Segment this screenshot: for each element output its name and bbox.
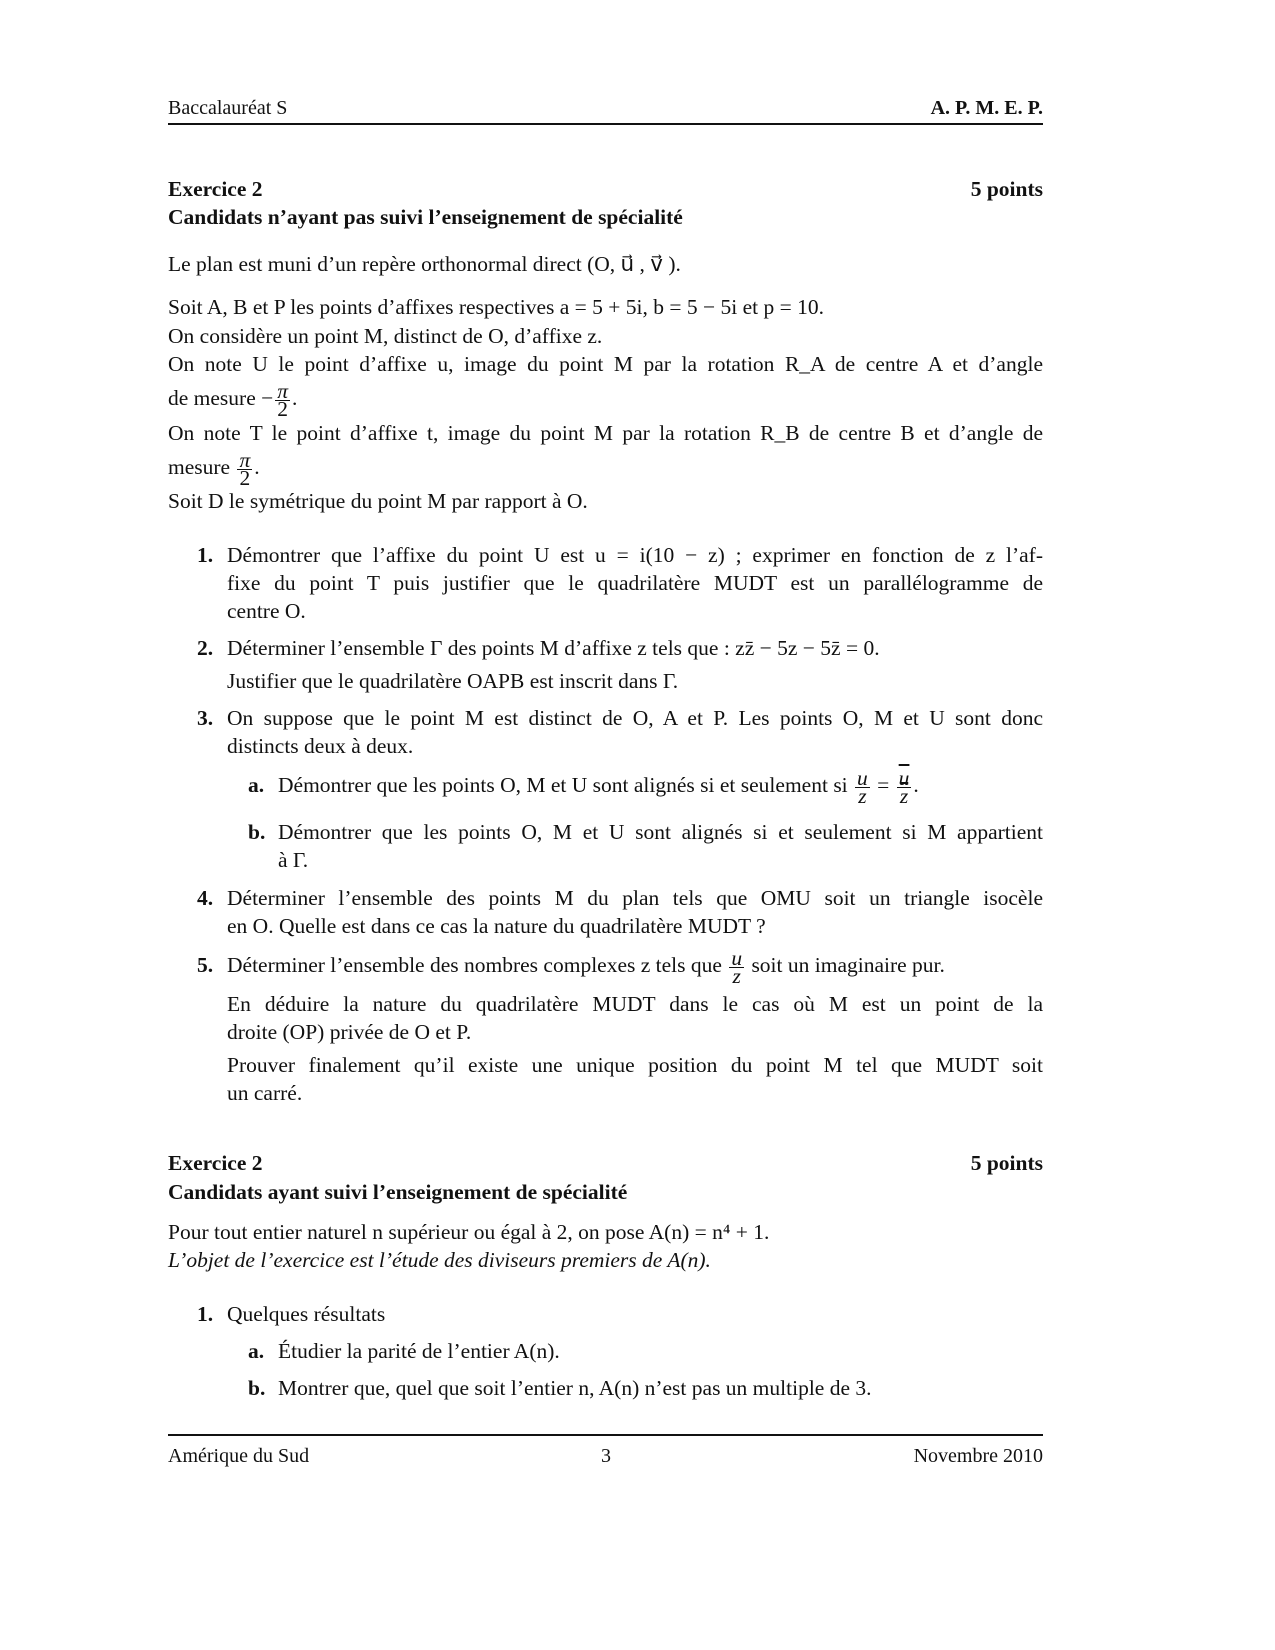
header-left: Baccalauréat S bbox=[168, 97, 288, 119]
question-line: En déduire la nature du quadrilatère MUDT dans le cas où M est un point de la bbox=[227, 992, 1043, 1016]
denominator: z bbox=[858, 783, 867, 808]
fraction-ubar-over-zbar bbox=[897, 765, 912, 808]
question-line: centre O. bbox=[227, 599, 306, 623]
question-line: Étudier la parité de l’entier A(n). bbox=[278, 1339, 560, 1363]
subquestion-label: b. bbox=[248, 1376, 266, 1400]
text: Démontrer que les points O, M et U sont alignés si et seulement si bbox=[278, 773, 854, 797]
question-line: Montrer que, quel que soit l’entier n, A(n) n’est pas un multiple de 3. bbox=[278, 1376, 872, 1400]
intro-line: Soit A, B et P les points d’affixes respectives a = 5 + 5i, b = 5 − 5i et p = 10. bbox=[168, 295, 824, 319]
exercise-subtitle: Candidats ayant suivi l’enseignement de spécialité bbox=[168, 1180, 628, 1204]
fraction-pi-over-2 bbox=[275, 378, 290, 421]
intro-line: mesure $\frac{\pi}{2}$ . bbox=[168, 447, 260, 490]
text: Déterminer l’ensemble des nombres complexes z tels que bbox=[227, 953, 722, 977]
subquestion-label: a. bbox=[248, 773, 265, 797]
fraction-u-over-z bbox=[729, 945, 744, 988]
exercise-title: Exercice 2 bbox=[168, 177, 263, 201]
intro-line: Pour tout entier naturel n supérieur ou égal à 2, on pose A(n) = n⁴ + 1. bbox=[168, 1220, 770, 1244]
intro-line: Le plan est muni d’un repère orthonormal direct (O, u⃗ , v⃗ ). bbox=[168, 252, 681, 276]
question-line: Prouver finalement qu’il existe une unique position du point M tel que MUDT soit bbox=[227, 1053, 1043, 1077]
question-line: Quelques résultats bbox=[227, 1302, 386, 1326]
numerator: u bbox=[857, 765, 868, 790]
exercise-points: 5 points bbox=[970, 177, 1043, 201]
header-right: A. P. M. E. P. bbox=[930, 97, 1043, 119]
numerator: π bbox=[239, 447, 251, 472]
footer-rule bbox=[168, 1434, 1043, 1436]
denominator: 2 bbox=[239, 465, 251, 490]
question-line: droite (OP) privée de O et P. bbox=[227, 1020, 472, 1044]
text: soit un imaginaire pur. bbox=[751, 953, 945, 977]
question-number: 1. bbox=[197, 543, 214, 567]
question-line: Démontrer que les points O, M et U sont alignés si et seulement si M appartient bbox=[278, 820, 1043, 844]
question-line: Déterminer l’ensemble Γ des points M d’affixe z tels que : zz̄ − 5z − 5z̄ = 0. bbox=[227, 636, 880, 660]
exercise-points: 5 points bbox=[970, 1151, 1043, 1175]
header-rule bbox=[168, 123, 1043, 125]
question-line: Démontrer que l’affixe du point U est u = i(10 − z) ; exprimer en fonction de z l’af- bbox=[227, 543, 1043, 567]
text: de mesure − bbox=[168, 386, 274, 410]
objective-line: L’objet de l’exercice est l’étude des diviseurs premiers de A(n). bbox=[168, 1248, 711, 1272]
question-number: 2. bbox=[197, 636, 214, 660]
denominator: 2 bbox=[277, 396, 289, 421]
question-number: 5. bbox=[197, 953, 214, 977]
question-number: 1. bbox=[197, 1302, 214, 1326]
question-line: en O. Quelle est dans ce cas la nature du quadrilatère MUDT ? bbox=[227, 914, 766, 938]
denominator: z bbox=[732, 963, 741, 988]
fraction-u-over-z bbox=[855, 765, 870, 808]
question-line: un carré. bbox=[227, 1081, 303, 1105]
question-line: fixe du point T puis justifier que le quadrilatère MUDT est un parallélogramme de bbox=[227, 571, 1043, 595]
question-line: distincts deux à deux. bbox=[227, 734, 414, 758]
denominator: z bbox=[899, 783, 909, 808]
question-number: 3. bbox=[197, 706, 214, 730]
text: mesure bbox=[168, 455, 236, 479]
fraction-pi-over-2 bbox=[237, 447, 252, 490]
intro-line: Soit D le symétrique du point M par rapport à O. bbox=[168, 489, 588, 513]
numerator: u bbox=[731, 945, 743, 970]
subquestion-a: Démontrer que les points O, M et U sont alignés si et seulement si $\frac{u}{z}$ = $\frac{\overline{u}}{z}$ . bbox=[278, 765, 919, 808]
intro-line: On note T le point d’affixe t, image du point M par la rotation R_B de centre B et d’angle de bbox=[168, 421, 1043, 445]
exercise-subtitle: Candidats n’ayant pas suivi l’enseignement de spécialité bbox=[168, 205, 683, 229]
subquestion-label: a. bbox=[248, 1339, 265, 1363]
equals: = bbox=[877, 773, 890, 797]
question-line: On suppose que le point M est distinct de O, A et P. Les points O, M et U sont donc bbox=[227, 706, 1043, 730]
question-line: Justifier que le quadrilatère OAPB est inscrit dans Γ. bbox=[227, 669, 679, 693]
question-line bbox=[227, 945, 945, 988]
question-line: Déterminer l’ensemble des points M du plan tels que OMU soit un triangle isocèle bbox=[227, 886, 1043, 910]
numerator: π bbox=[277, 378, 289, 403]
question-line: à Γ. bbox=[278, 848, 309, 872]
footer-right: Novembre 2010 bbox=[913, 1445, 1043, 1467]
intro-line: On considère un point M, distinct de O, d’affixe z. bbox=[168, 324, 603, 348]
intro-line: de mesure − $\frac{\pi}{2}$ . bbox=[168, 378, 298, 421]
intro-line: On note U le point d’affixe u, image du point M par la rotation R_A de centre A et d’angle bbox=[168, 352, 1043, 376]
question-number: 4. bbox=[197, 886, 214, 910]
page-number: 3 bbox=[601, 1445, 611, 1467]
exercise-title: Exercice 2 bbox=[168, 1151, 263, 1175]
footer-left: Amérique du Sud bbox=[168, 1445, 310, 1467]
numerator: $\overline{u}$ bbox=[898, 765, 910, 790]
subquestion-label: b. bbox=[248, 820, 266, 844]
